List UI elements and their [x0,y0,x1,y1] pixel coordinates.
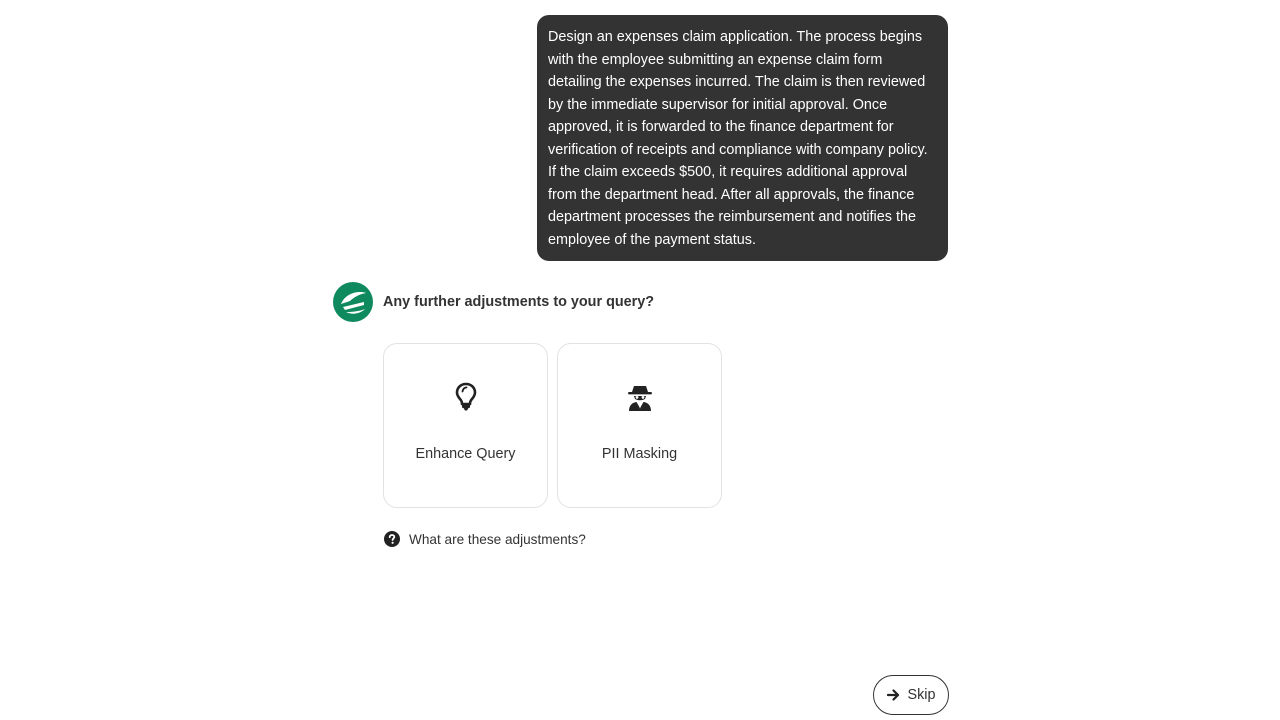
adjustments-help-link[interactable] [384,531,586,547]
skip-label: Skip [907,687,936,703]
bot-message-row [333,282,654,322]
pii-masking-label: PII Masking [601,446,678,462]
user-message-bubble [537,15,948,261]
user-secret-icon [620,377,660,417]
lightbulb-icon [446,377,486,417]
enhance-query-card[interactable] [383,343,548,508]
arrow-right-icon [887,689,900,701]
question-circle-icon [384,531,400,547]
enhance-query-label: Enhance Query [415,446,516,462]
adjustments-help-text: What are these adjustments? [409,531,586,547]
pii-masking-card[interactable] [557,343,722,508]
skip-button[interactable] [873,675,949,715]
assistant-logo-icon [333,282,373,322]
user-message-text: Design an expenses claim application. The process begins with the employee submitting an expense claim form detailing the expenses incurred. The claim is then reviewed by the immediate supervisor for initial approval. Once approved, it is forwarded to the finance department for verification of receipts and compliance with company policy. If the claim exceeds $500, it requires additional approval from the department head. After all approvals, the finance department processes the reimbursement and notifies the employee of the payment status. [548,29,928,248]
bot-question-text: Any further adjustments to your query? [383,294,655,310]
